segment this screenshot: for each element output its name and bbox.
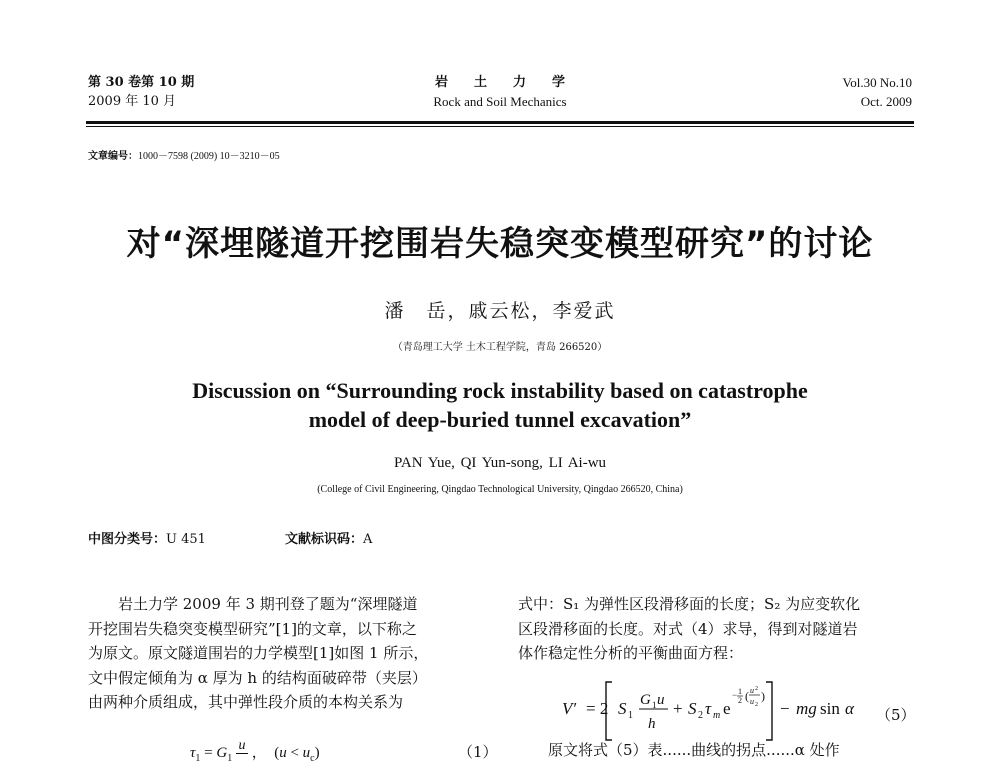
journal-cn: 岩 土 力 学: [434, 75, 565, 90]
svg-text:u: u: [750, 697, 754, 706]
volume: Vol.30 No.10: [842, 75, 912, 90]
date-en: Oct. 2009: [860, 94, 912, 109]
svg-text:1: 1: [628, 710, 633, 721]
article-number-value: 1000－7598 (2009) 10－3210－05: [138, 151, 280, 162]
svg-text:S: S: [618, 699, 627, 718]
svg-text:1: 1: [738, 687, 742, 696]
svg-text:−: −: [732, 690, 738, 700]
svg-text:mg: mg: [796, 699, 817, 718]
left-line-2: 开挖围岩失稳突变模型研究”[1]的文章，以下称之: [88, 619, 417, 638]
title-en-line1: Discussion on “Surrounding rock instability based on catastrophe: [192, 378, 808, 403]
svg-text:(: (: [745, 689, 749, 703]
svg-text:e: e: [723, 699, 731, 718]
journal-en: Rock and Soil Mechanics: [433, 94, 567, 109]
article-number: [88, 147, 280, 162]
right-line-3: 体作稳定性分析的平衡曲面方程：: [518, 644, 744, 662]
svg-text:+: +: [673, 699, 683, 718]
svg-text:1: 1: [652, 700, 657, 710]
left-line-4: 文中假定倾角为 α 厚为 h 的结构面破碎带（夹层）: [88, 668, 427, 687]
svg-text:u: u: [657, 692, 665, 708]
equation-1: $\tau_1 = G_1$ u ， $(u < u_c)$: [190, 739, 320, 768]
svg-text:m: m: [713, 710, 721, 721]
classification: [88, 528, 206, 547]
left-line-1: 岩土力学 2009 年 3 期刊登了题为“深埋隧道: [88, 595, 418, 613]
svg-text:V′: V′: [562, 699, 577, 718]
authors-cn: 潘 岳，戚云松，李爱武: [384, 300, 616, 322]
svg-text:2: 2: [755, 702, 758, 708]
doc-code-label: 文献标识码：: [285, 532, 364, 547]
header-rule-thick: [86, 121, 914, 124]
right-line-1: 式中：S₁ 为弹性区段滑移面的长度；S₂ 为应变软化: [518, 595, 861, 613]
left-line-5: 由两种介质组成，其中弹性段介质的本构关系为: [88, 693, 404, 711]
right-line-2: 区段滑移面的长度。对式（4）求导，得到对隧道岩: [518, 619, 858, 638]
header-rule-thin: [86, 126, 914, 127]
affiliation-en: (College of Civil Engineering, Qingdao Technological University, Qingdao 266520, China): [317, 484, 683, 495]
eq5-number: （5）: [876, 706, 916, 724]
classification-value: U 451: [166, 532, 206, 547]
svg-text:= 2: = 2: [586, 699, 609, 718]
svg-text:2: 2: [698, 710, 703, 721]
svg-text:G: G: [640, 692, 651, 708]
svg-text:): ): [761, 689, 765, 703]
right-line-last: 原文将式（5）表......曲线的拐点......α 处作: [518, 741, 840, 759]
svg-text:u: u: [750, 686, 754, 695]
svg-text:α: α: [845, 699, 854, 718]
svg-text:sin: sin: [820, 699, 840, 718]
right-column: [518, 592, 918, 666]
authors-en: PAN Yue, QI Yun-song, LI Ai-wu: [393, 455, 607, 471]
svg-text:S: S: [688, 699, 697, 718]
doc-code: [285, 528, 372, 547]
svg-text:2: 2: [755, 686, 758, 692]
equation-5: [560, 668, 880, 748]
svg-text:2: 2: [738, 696, 742, 705]
title-cn: 对“深埋隧道开挖围岩失稳突变模型研究”的讨论: [126, 224, 874, 264]
title-en-line2: model of deep-buried tunnel excavation”: [308, 407, 692, 432]
article-number-label: 文章编号：: [88, 151, 138, 162]
left-line-3: 为原文。原文隧道围岩的力学模型[1]如图 1 所示，: [88, 644, 429, 662]
svg-text:h: h: [648, 716, 656, 732]
doc-code-value: A: [363, 532, 373, 547]
issue-cn: 第 30 卷第 10 期: [88, 75, 195, 90]
left-column: [88, 592, 498, 715]
svg-text:τ: τ: [705, 699, 712, 718]
svg-text:−: −: [780, 699, 790, 718]
date-cn: 2009 年 10 月: [88, 94, 177, 109]
eq1-number: （1）: [458, 743, 498, 761]
classification-label: 中图分类号：: [88, 532, 167, 547]
title-en: [0, 376, 1000, 434]
affiliation-cn: （青岛理工大学 土木工程学院，青岛 266520）: [392, 342, 608, 353]
